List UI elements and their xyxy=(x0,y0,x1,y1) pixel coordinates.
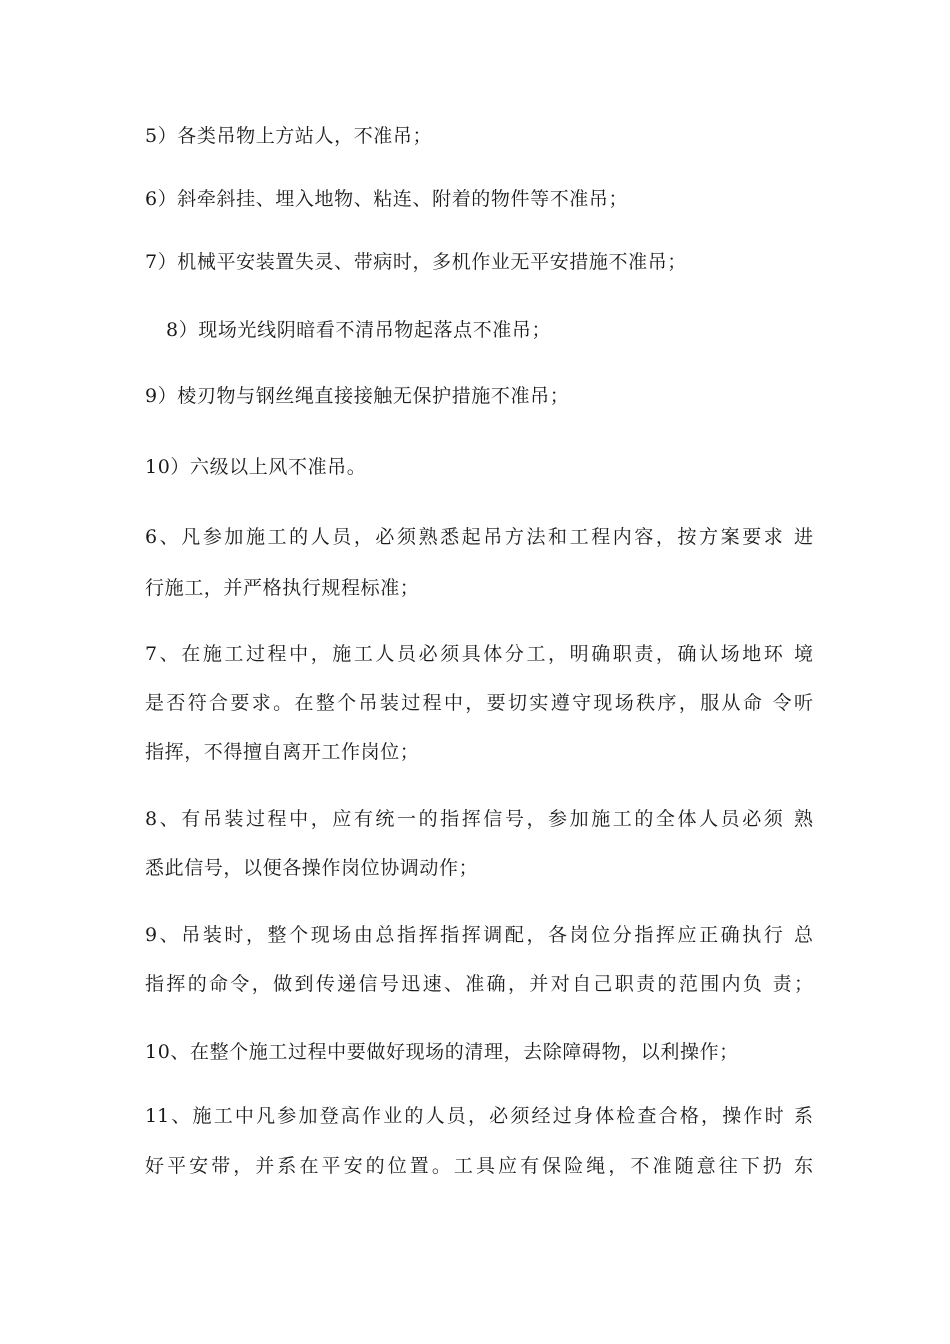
text-line: 7）机械平安装置失灵、带病时，多机作业无平安措施不准吊； xyxy=(145,251,687,273)
text-line: 5）各类吊物上方站人，不准吊； xyxy=(145,125,433,147)
text-line: 7、在施工过程中，施工人员必须具体分工，明确职责，确认场地环 境 xyxy=(145,643,813,665)
text-line: 8）现场光线阴暗看不清吊物起落点不准吊； xyxy=(166,319,552,341)
text-line: 指挥的命令，做到传递信号迅速、准确，并对自己职责的范围内负 责； xyxy=(145,973,813,995)
text-line: 6）斜牵斜挂、埋入地物、粘连、附着的物件等不准吊； xyxy=(145,188,629,210)
text-line: 9）棱刃物与钢丝绳直接接触无保护措施不准吊； xyxy=(145,385,570,407)
text-line: 10、在整个施工过程中要做好现场的清理，去除障碍物，以利操作； xyxy=(145,1041,739,1063)
text-line: 11、施工中凡参加登高作业的人员，必须经过身体检查合格，操作时 系 xyxy=(145,1105,813,1127)
text-line: 6、凡参加施工的人员，必须熟悉起吊方法和工程内容，按方案要求 进 xyxy=(145,526,813,548)
text-line: 8、有吊装过程中，应有统一的指挥信号，参加施工的全体人员必须 熟 xyxy=(145,808,813,830)
text-line: 9、吊装时，整个现场由总指挥指挥调配，各岗位分指挥应正确执行 总 xyxy=(145,924,813,946)
text-line: 悉此信号，以便各操作岗位协调动作； xyxy=(145,857,479,879)
text-line: 指挥，不得擅自离开工作岗位； xyxy=(145,741,420,763)
text-line: 是否符合要求。在整个吊装过程中，要切实遵守现场秩序，服从命 令听 xyxy=(145,692,813,714)
text-line: 10）六级以上风不准吊。 xyxy=(145,456,367,478)
text-line: 好平安带，并系在平安的位置。工具应有保险绳，不准随意往下扔 东 xyxy=(145,1155,813,1177)
text-line: 行施工，并严格执行规程标准； xyxy=(145,577,420,599)
